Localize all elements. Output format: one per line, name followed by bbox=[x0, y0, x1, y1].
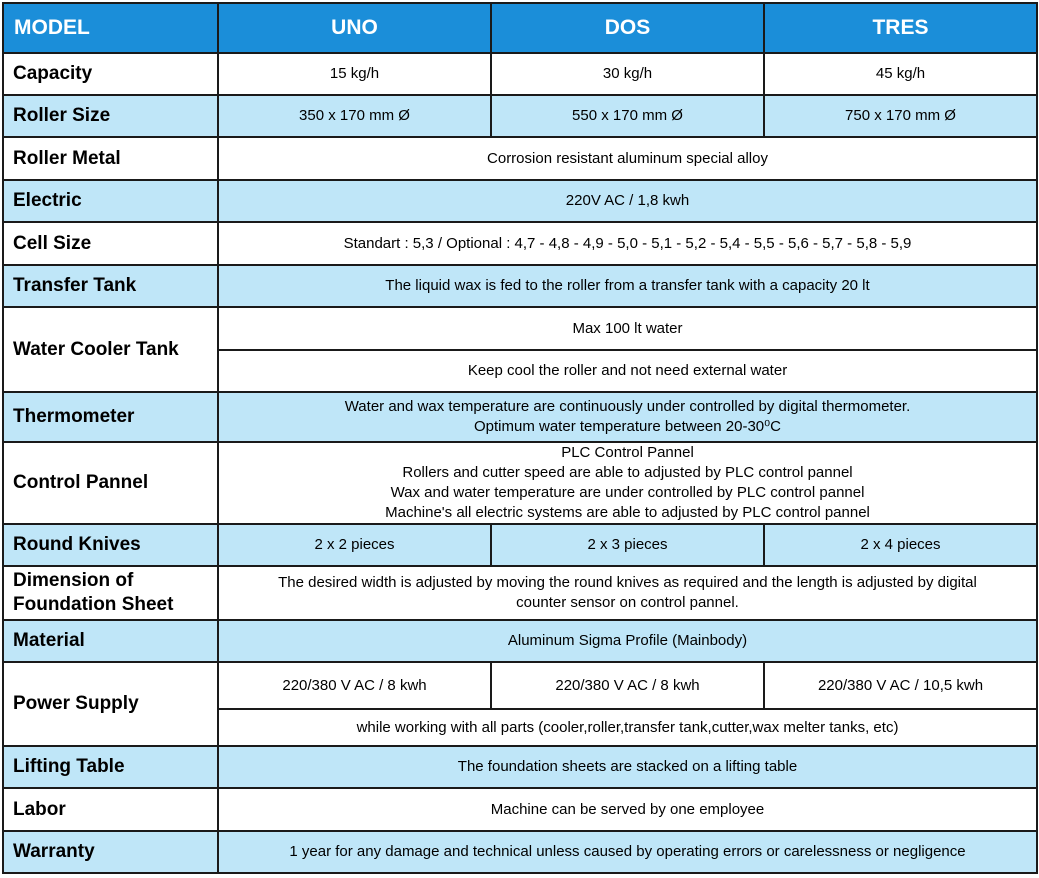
label-labor: Labor bbox=[3, 788, 218, 831]
label-water-cooler-tank: Water Cooler Tank bbox=[3, 307, 218, 392]
dimension-line2: counter sensor on control pannel. bbox=[516, 594, 739, 611]
labor-value: Machine can be served by one employee bbox=[218, 788, 1037, 831]
label-lifting-table: Lifting Table bbox=[3, 746, 218, 788]
power-supply-dos: 220/380 V AC / 8 kwh bbox=[491, 662, 764, 709]
row-roller-size bbox=[3, 95, 1037, 137]
label-dimension-line1: Dimension of bbox=[13, 570, 134, 591]
row-lifting-table bbox=[3, 746, 1037, 788]
label-roller-size: Roller Size bbox=[3, 95, 218, 137]
control-pannel-line2: Rollers and cutter speed are able to adjusted by PLC control pannel bbox=[402, 464, 853, 481]
round-knives-uno: 2 x 2 pieces bbox=[218, 524, 491, 566]
row-thermometer bbox=[3, 392, 1037, 442]
row-cell-size bbox=[3, 222, 1037, 265]
electric-value: 220V AC / 1,8 kwh bbox=[218, 180, 1037, 222]
round-knives-dos: 2 x 3 pieces bbox=[491, 524, 764, 566]
roller-size-tres: 750 x 170 mm Ø bbox=[764, 95, 1037, 137]
capacity-uno: 15 kg/h bbox=[218, 53, 491, 95]
control-pannel-line4: Machine's all electric systems are able to adjusted by PLC control pannel bbox=[385, 504, 870, 521]
row-power-supply bbox=[3, 662, 1037, 709]
roller-metal-value: Corrosion resistant aluminum special alloy bbox=[218, 137, 1037, 180]
row-dimension bbox=[3, 566, 1037, 620]
thermometer-line2: Optimum water temperature between 20-30⁰C bbox=[474, 418, 781, 435]
label-power-supply: Power Supply bbox=[3, 662, 218, 746]
power-supply-note: while working with all parts (cooler,roller,transfer tank,cutter,wax melter tanks, etc) bbox=[218, 709, 1037, 746]
label-material: Material bbox=[3, 620, 218, 662]
dimension-value bbox=[218, 566, 1037, 620]
label-cell-size: Cell Size bbox=[3, 222, 218, 265]
header-tres: TRES bbox=[764, 3, 1037, 53]
thermometer-value bbox=[218, 392, 1037, 442]
header-row bbox=[3, 3, 1037, 53]
label-dimension-line2: Foundation Sheet bbox=[13, 594, 174, 615]
row-round-knives bbox=[3, 524, 1037, 566]
round-knives-tres: 2 x 4 pieces bbox=[764, 524, 1037, 566]
capacity-dos: 30 kg/h bbox=[491, 53, 764, 95]
row-roller-metal bbox=[3, 137, 1037, 180]
thermometer-line1: Water and wax temperature are continuously under controlled by digital thermometer. bbox=[344, 398, 911, 415]
label-roller-metal: Roller Metal bbox=[3, 137, 218, 180]
label-control-pannel: Control Pannel bbox=[3, 442, 218, 524]
spec-table bbox=[2, 2, 1038, 874]
water-cooler-line2: Keep cool the roller and not need external water bbox=[218, 350, 1037, 392]
cell-size-value: Standart : 5,3 / Optional : 4,7 - 4,8 - 4,9 - 5,0 - 5,1 - 5,2 - 5,4 - 5,5 - 5,6 - 5,7 - 5,8 - 5,9 bbox=[218, 222, 1037, 265]
row-transfer-tank bbox=[3, 265, 1037, 307]
row-warranty bbox=[3, 831, 1037, 873]
control-pannel-value bbox=[218, 442, 1037, 524]
roller-size-dos: 550 x 170 mm Ø bbox=[491, 95, 764, 137]
control-pannel-line1: PLC Control Pannel bbox=[561, 444, 694, 461]
header-dos: DOS bbox=[491, 3, 764, 53]
roller-size-uno: 350 x 170 mm Ø bbox=[218, 95, 491, 137]
power-supply-tres: 220/380 V AC / 10,5 kwh bbox=[764, 662, 1037, 709]
label-capacity: Capacity bbox=[3, 53, 218, 95]
header-uno: UNO bbox=[218, 3, 491, 53]
label-electric: Electric bbox=[3, 180, 218, 222]
row-material bbox=[3, 620, 1037, 662]
row-electric bbox=[3, 180, 1037, 222]
header-model: MODEL bbox=[3, 3, 218, 53]
row-control-pannel bbox=[3, 442, 1037, 524]
capacity-tres: 45 kg/h bbox=[764, 53, 1037, 95]
label-round-knives: Round Knives bbox=[3, 524, 218, 566]
label-warranty: Warranty bbox=[3, 831, 218, 873]
lifting-table-value: The foundation sheets are stacked on a lifting table bbox=[218, 746, 1037, 788]
label-transfer-tank: Transfer Tank bbox=[3, 265, 218, 307]
row-labor bbox=[3, 788, 1037, 831]
transfer-tank-value: The liquid wax is fed to the roller from a transfer tank with a capacity 20 lt bbox=[218, 265, 1037, 307]
water-cooler-line1: Max 100 lt water bbox=[218, 307, 1037, 350]
material-value: Aluminum Sigma Profile (Mainbody) bbox=[218, 620, 1037, 662]
control-pannel-line3: Wax and water temperature are under controlled by PLC control pannel bbox=[390, 484, 865, 501]
dimension-line1: The desired width is adjusted by moving the round knives as required and the length is adjusted by digital bbox=[278, 574, 977, 591]
row-water-cooler-tank bbox=[3, 307, 1037, 350]
label-thermometer: Thermometer bbox=[3, 392, 218, 442]
warranty-value: 1 year for any damage and technical unless caused by operating errors or carelessness or negligence bbox=[218, 831, 1037, 873]
label-dimension bbox=[3, 566, 218, 620]
row-capacity bbox=[3, 53, 1037, 95]
power-supply-uno: 220/380 V AC / 8 kwh bbox=[218, 662, 491, 709]
